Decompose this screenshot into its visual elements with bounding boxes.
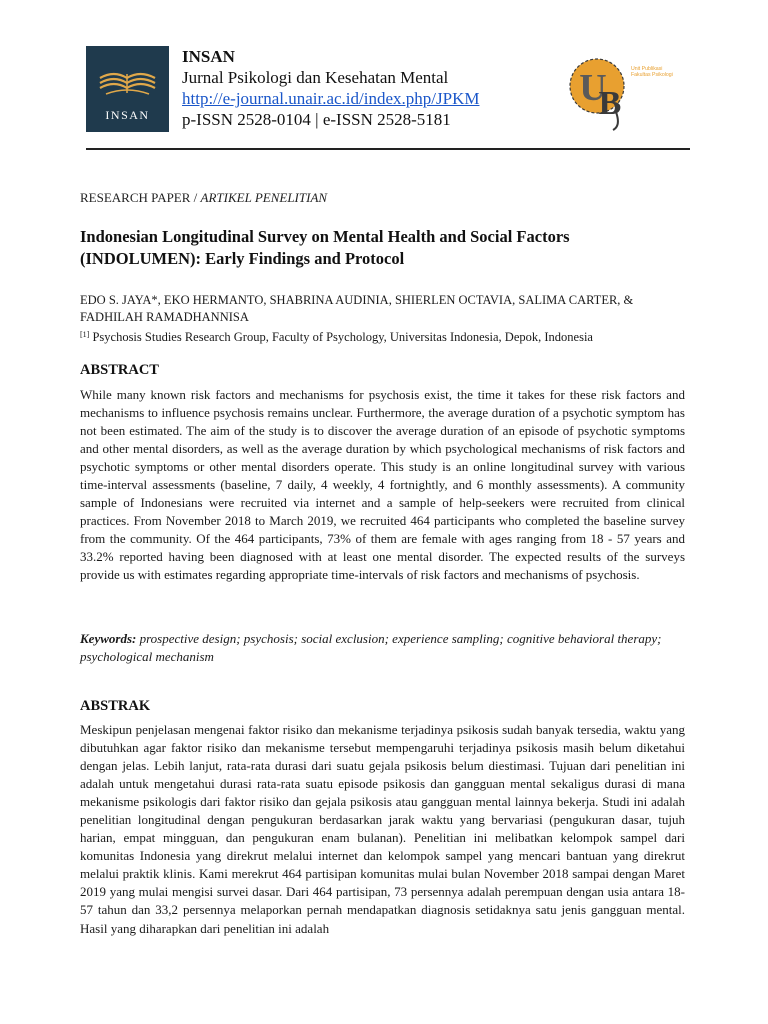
- abstract-text: While many known risk factors and mechanisms for psychosis exist, the time it takes for these risk factors and mechanisms to influence psychosis remains unclear. Furthermore, the average duration of a psychotic symptom has not been estimated. The aim of the study is to discover the average duration of an episode of psychotic symptoms and other mental disorders, as well as the average duration by which psychological mechanisms of risk factors and psychotic symptoms or other mental disorders operate. This study is an online longitudinal survey with various time-interval assessments (baseline, 7 daily, 4 weekly, 4 fortnightly, and 6 monthly assessments). A community sample of Indonesians were recruited via internet and a sample of help-seekers were recruited from clinical practices. From November 2018 to March 2019, we recruited 464 participants who completed the baseline survey from the community. Of the 464 participants, 73% of them are female with ages ranging from 18 - 57 years and 33.2% reported having been diagnosed with at least one mental disorder. The expected results of the surveys provide us with estimates regarding appropriate time-intervals of risk factors and mechanisms of psychosis.: [80, 387, 685, 583]
- ub-logo: [563, 48, 683, 132]
- svg-text:B: B: [598, 85, 622, 122]
- insan-logo: [86, 46, 169, 132]
- svg-text:U: U: [579, 67, 607, 109]
- paper-type-italic: ARTIKEL PENELITIAN: [200, 190, 328, 205]
- abstrak-text: Meskipun penjelasan mengenai faktor risiko dan mekanisme terjadinya psikosis sudah banyak tersedia, waktu yang dibutuhkan agar faktor risiko dan mekanisme tersebut mempengaruhi terjadinya psikosis masih belum diketahui dengan jelas. Lebih lanjut, rata-rata durasi dari suatu gejala psikosis belum diestimasi. Tujuan dari penelitian ini adalah untuk mengetahui durasi rata-rata suatu episode psikosis dan gangguan mental sekaligus durasi di mana mekanisme psikologis dari faktor risiko dan gejala psikosis atau gangguan mental lainnya bekerja. Studi ini adalah penelitian longitudinal dengan pengukuran berdasarkan jarak waktu yang bervariasi (pengukuran dasar, tujuh harian, empat mingguan, dan pengukuran enam bulanan). Penelitian ini melibatkan kelompok sampel dari komunitas Indonesia yang direkrut melalui internet dan kelompok sampel yang mencari bantuan yang direkrut melalui praktik klinis. Kami merekrut 464 partisipan komunitas mulai bulan November 2018 sampai dengan Maret 2019 yang mulai mengisi survei dasar. Dari 464 partisipan, 73 persennya adalah perempuan dengan usia antara 18-57 tahun dan 33,2 persennya melaporkan pernah mendapatkan diagnosis setidaknya satu jenis gangguan mental. Hasil yang diharapkan dari penelitian ini adalah: [80, 722, 685, 936]
- journal-name: INSAN: [182, 47, 235, 66]
- journal-subtitle: Jurnal Psikologi dan Kesehatan Mental: [182, 68, 449, 87]
- journal-url-link[interactable]: http://e-journal.unair.ac.id/index.php/JPKM: [182, 89, 480, 108]
- affiliation-text: Psychosis Studies Research Group, Faculty of Psychology, Universitas Indonesia, Depok, Indonesia: [89, 330, 593, 344]
- header-divider: [86, 148, 690, 150]
- abstract-heading: ABSTRACT: [80, 362, 159, 378]
- affiliation-marker: [1]: [80, 330, 90, 339]
- journal-info: [182, 46, 479, 130]
- affiliation: [80, 326, 685, 346]
- insan-logo-text: INSAN: [105, 108, 150, 122]
- keywords: [80, 630, 685, 666]
- article-title: Indonesian Longitudinal Survey on Mental Health and Social Factors (INDOLUMEN): Early Findings and Protocol: [80, 227, 570, 268]
- paper-type-label: RESEARCH PAPER /: [80, 190, 201, 205]
- ub-emblem-icon: [563, 48, 683, 132]
- paper-type: [80, 190, 685, 206]
- issn-line: p-ISSN 2528-0104 | e-ISSN 2528-5181: [182, 110, 451, 129]
- ub-logo-tag: Unit Publikasi Fakultas Psikologi: [631, 66, 673, 78]
- author-list: EDO S. JAYA*, EKO HERMANTO, SHABRINA AUDINIA, SHIERLEN OCTAVIA, SALIMA CARTER, & FADHILAH RAMADHANNISA: [80, 293, 634, 324]
- abstrak-heading: ABSTRAK: [80, 698, 151, 714]
- keywords-list: prospective design; psychosis; social exclusion; experience sampling; cognitive behavioral therapy; psychological mechanism: [80, 631, 662, 664]
- keywords-label: Keywords:: [80, 631, 137, 646]
